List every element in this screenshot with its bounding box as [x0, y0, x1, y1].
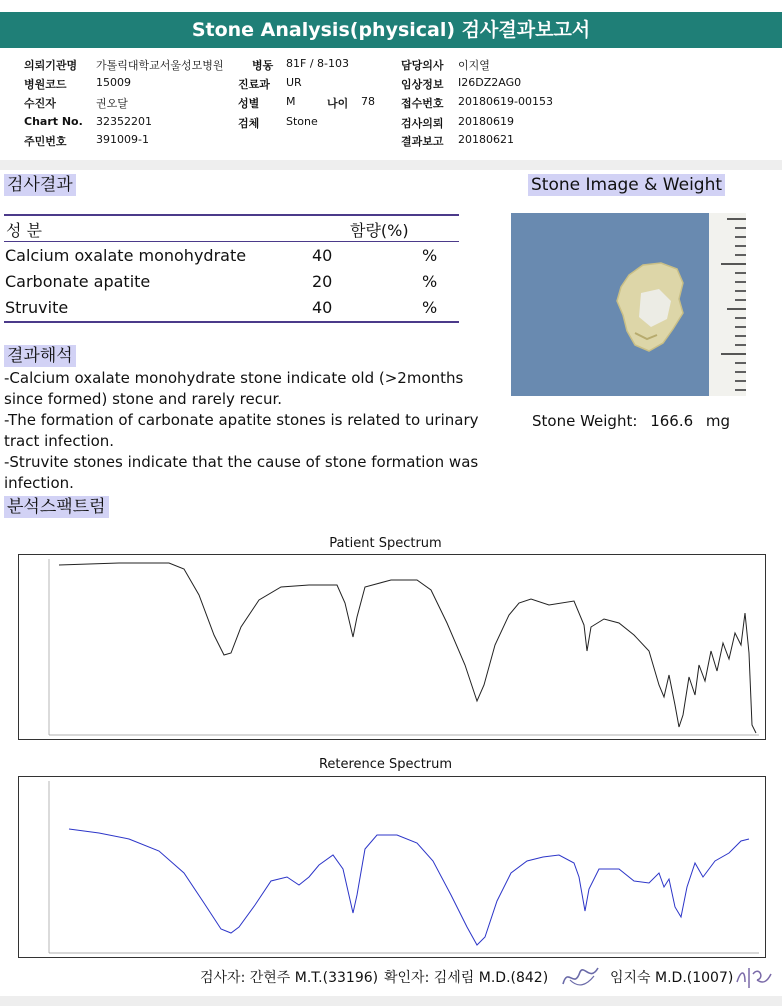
component-value: 40	[312, 246, 333, 265]
info-value: 15009	[96, 76, 131, 89]
report-title: Stone Analysis(physical) 검사결과보고서	[0, 12, 782, 48]
spectrum-heading: 분석스팩트럼	[4, 496, 109, 518]
info-label: 주민번호	[24, 135, 67, 148]
signature-mark	[560, 962, 602, 992]
component-name: Carbonate apatite	[5, 272, 151, 291]
confirmer-text: 확인자: 김세림 M.D.(842)	[384, 970, 549, 986]
handwritten-signature	[733, 962, 775, 992]
info-value: 이지열	[458, 59, 490, 72]
info-value: 가톨릭대학교서울성모병원	[96, 59, 224, 72]
info-value: 81F / 8-103	[286, 57, 349, 70]
interpretation-line: -Struvite stones indicate that the cause of stone formation was infection.	[4, 453, 479, 492]
info-value: Stone	[286, 115, 318, 128]
info-value: UR	[286, 76, 302, 89]
info-label: Chart No.	[24, 115, 83, 128]
info-label: 검사의뢰	[401, 117, 444, 130]
component-value: 40	[312, 298, 333, 317]
info-label: 수진자	[24, 97, 56, 110]
patient-spectrum-plot	[18, 554, 766, 740]
reference-spectrum-title: Reterence Spectrum	[318, 757, 453, 772]
info-label: 접수번호	[401, 97, 444, 110]
results-heading: 검사결과	[4, 174, 76, 196]
info-value: 78	[361, 95, 375, 108]
info-value: I26DZ2AG0	[458, 76, 522, 89]
table-rule	[4, 321, 459, 323]
interpretation-text	[4, 368, 504, 494]
weight-label: Stone Weight:	[532, 412, 638, 430]
info-value: 20180619	[458, 115, 514, 128]
bottom-divider	[0, 996, 782, 1006]
info-value: 20180619-00153	[458, 95, 553, 108]
weight-unit: mg	[705, 412, 731, 430]
info-label: 임상정보	[401, 78, 444, 91]
info-value: 391009-1	[96, 133, 149, 146]
info-label: 결과보고	[401, 135, 444, 148]
info-value: 32352201	[96, 115, 152, 128]
info-label: 검체	[238, 117, 260, 130]
component-header: 성 분	[6, 221, 42, 240]
component-unit: %	[422, 298, 438, 317]
table-rule	[4, 214, 459, 216]
stone-weight	[532, 412, 730, 430]
amount-header: 함량(%)	[350, 221, 409, 240]
info-label: 의뢰기관명	[24, 59, 78, 72]
component-unit: %	[422, 272, 438, 291]
report-footer	[0, 960, 782, 996]
signer-text: 임지숙 M.D.(1007)	[610, 970, 734, 986]
interpretation-line: -The formation of carbonate apatite stones is related to urinary tract infection.	[4, 411, 479, 450]
info-label: 진료과	[238, 78, 270, 91]
info-value: 권오달	[96, 97, 128, 110]
stone-heading: Stone Image & Weight	[528, 174, 725, 196]
patient-info	[0, 56, 782, 166]
stone-photo	[511, 213, 746, 396]
table-rule	[4, 241, 459, 242]
info-label: 성별	[238, 97, 260, 110]
weight-value: 166.6	[650, 412, 694, 430]
interpretation-heading: 결과해석	[4, 345, 76, 367]
interpretation-line: -Calcium oxalate monohydrate stone indicate old (>2months since formed) stone and rarely recur.	[4, 369, 464, 408]
reference-spectrum-plot	[18, 776, 766, 958]
info-label: 나이	[327, 97, 349, 110]
examiner-text: 검사자: 간현주 M.T.(33196)	[200, 970, 379, 986]
component-name: Calcium oxalate monohydrate	[5, 246, 247, 265]
component-unit: %	[422, 246, 438, 265]
info-label: 병원코드	[24, 78, 67, 91]
info-value: M	[286, 95, 296, 108]
section-divider	[0, 160, 782, 170]
patient-spectrum-title: Patient Spectrum	[329, 536, 442, 551]
info-label: 병동	[252, 59, 274, 72]
component-name: Struvite	[5, 298, 69, 317]
info-value: 20180621	[458, 133, 514, 146]
info-label: 담당의사	[401, 59, 444, 72]
component-value: 20	[312, 272, 333, 291]
